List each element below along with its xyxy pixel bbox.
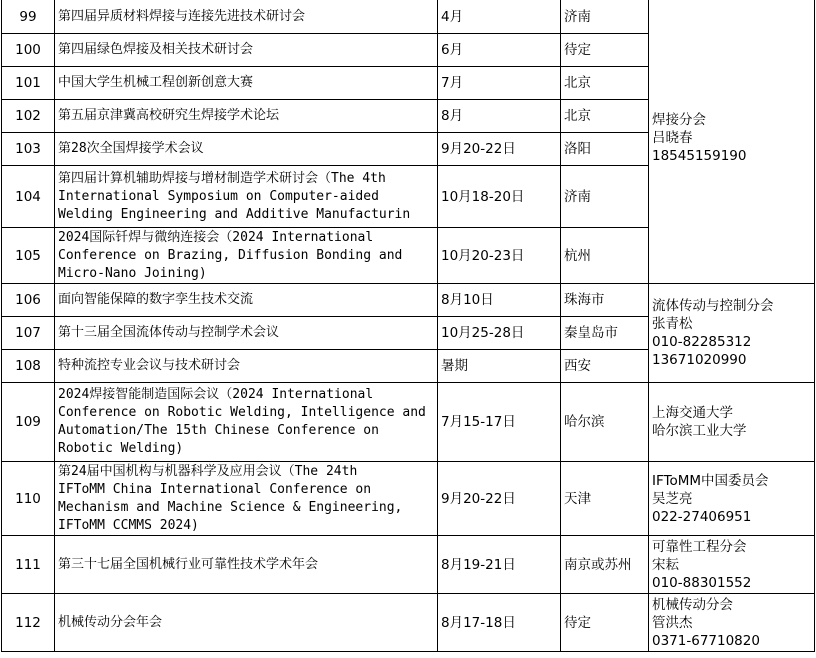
conference-location: 南京或苏州 (561, 536, 649, 594)
conference-table (1, 0, 815, 652)
conference-date: 8月10日 (438, 284, 561, 317)
row-number: 108 (2, 350, 55, 383)
row-number: 101 (2, 67, 55, 100)
conference-location: 秦皇岛市 (561, 317, 649, 350)
conference-date: 10月25-28日 (438, 317, 561, 350)
conference-location: 北京 (561, 67, 649, 100)
conference-location: 济南 (561, 166, 649, 228)
row-number: 99 (2, 0, 55, 34)
organizer-fluid: 流体传动与控制分会 张青松 010-82285312 13671020990 (649, 284, 815, 383)
table-row (2, 536, 815, 594)
conference-name: 2024国际钎焊与微纳连接会（2024 International Conference on Brazing, Diffusion Bonding and Micro-Nano Joining) (55, 228, 438, 284)
organizer-welding: 焊接分会 吕晓春 18545159190 (649, 0, 815, 284)
conference-date: 7月15-17日 (438, 383, 561, 462)
conference-location: 济南 (561, 0, 649, 34)
row-number: 104 (2, 166, 55, 228)
organizer-robotic: 上海交通大学 哈尔滨工业大学 (649, 383, 815, 462)
table-row (2, 0, 815, 34)
table-row (2, 462, 815, 536)
conference-date: 8月 (438, 100, 561, 133)
conference-name: 中国大学生机械工程创新创意大赛 (55, 67, 438, 100)
conference-date: 9月20-22日 (438, 462, 561, 536)
row-number: 109 (2, 383, 55, 462)
row-number: 111 (2, 536, 55, 594)
conference-location: 待定 (561, 594, 649, 652)
conference-location: 珠海市 (561, 284, 649, 317)
row-number: 110 (2, 462, 55, 536)
row-number: 100 (2, 34, 55, 67)
conference-name: 第四届异质材料焊接与连接先进技术研讨会 (55, 0, 438, 34)
row-number: 107 (2, 317, 55, 350)
conference-date: 4月 (438, 0, 561, 34)
conference-date: 8月17-18日 (438, 594, 561, 652)
table-row (2, 383, 815, 462)
conference-name: 机械传动分会年会 (55, 594, 438, 652)
conference-name: 第四届计算机辅助焊接与增材制造学术研讨会（The 4th International Symposium on Computer-aided Welding Engineering and Additive Manufacturin (55, 166, 438, 228)
table-row (2, 284, 815, 317)
conference-date: 8月19-21日 (438, 536, 561, 594)
organizer-reliability: 可靠性工程分会 宋耘 010-88301552 (649, 536, 815, 594)
conference-name: 第28次全国焊接学术会议 (55, 133, 438, 166)
conference-location: 北京 (561, 100, 649, 133)
conference-name: 第五届京津冀高校研究生焊接学术论坛 (55, 100, 438, 133)
row-number: 112 (2, 594, 55, 652)
conference-name: 第24届中国机构与机器科学及应用会议（The 24th IFToMM China International Conference on Mechanism and Machine Science & Engineering, IFToMM CCMMS 2024) (55, 462, 438, 536)
conference-name: 第十三届全国流体传动与控制学术会议 (55, 317, 438, 350)
conference-date: 10月18-20日 (438, 166, 561, 228)
conference-location: 西安 (561, 350, 649, 383)
conference-location: 待定 (561, 34, 649, 67)
conference-location: 洛阳 (561, 133, 649, 166)
conference-date: 9月20-22日 (438, 133, 561, 166)
row-number: 102 (2, 100, 55, 133)
conference-name: 2024焊接智能制造国际会议（2024 International Conference on Robotic Welding, Intelligence and Automation/The 15th Chinese Conference on Robotic Welding) (55, 383, 438, 462)
conference-name: 第三十七届全国机械行业可靠性技术学术年会 (55, 536, 438, 594)
conference-name: 特种流控专业会议与技术研讨会 (55, 350, 438, 383)
organizer-iftomm: IFToMM中国委员会 吴芝亮 022-27406951 (649, 462, 815, 536)
conference-location: 天津 (561, 462, 649, 536)
conference-date: 6月 (438, 34, 561, 67)
row-number: 106 (2, 284, 55, 317)
row-number: 103 (2, 133, 55, 166)
conference-date: 暑期 (438, 350, 561, 383)
row-number: 105 (2, 228, 55, 284)
organizer-transmission: 机械传动分会 管洪杰 0371-67710820 (649, 594, 815, 652)
conference-name: 第四届绿色焊接及相关技术研讨会 (55, 34, 438, 67)
conference-location: 杭州 (561, 228, 649, 284)
conference-date: 7月 (438, 67, 561, 100)
conference-name: 面向智能保障的数字孪生技术交流 (55, 284, 438, 317)
table-row (2, 594, 815, 652)
conference-date: 10月20-23日 (438, 228, 561, 284)
conference-location: 哈尔滨 (561, 383, 649, 462)
